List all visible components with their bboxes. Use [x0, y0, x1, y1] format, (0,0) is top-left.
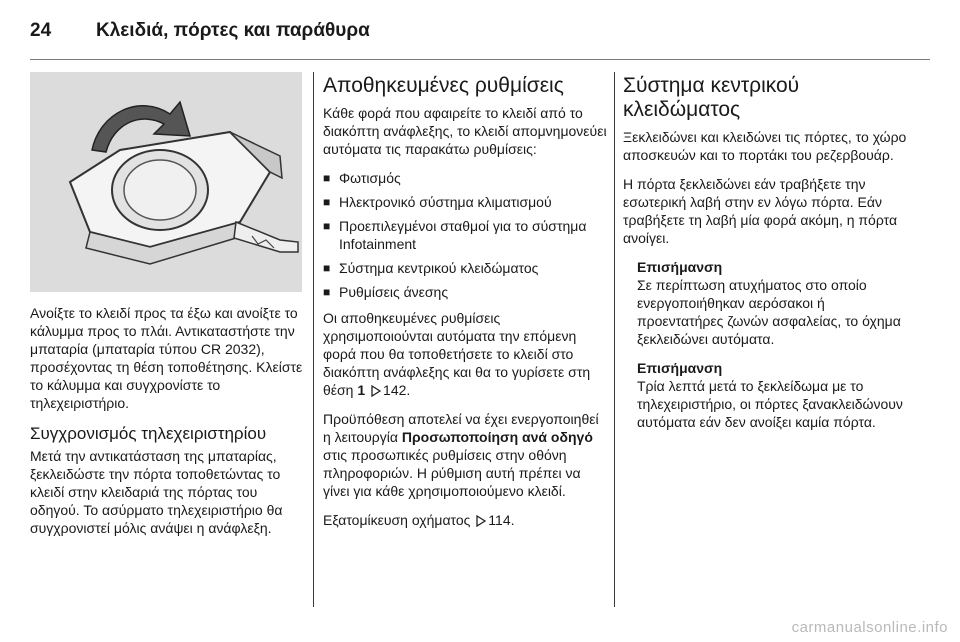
note-title: Επισήμανση: [637, 259, 723, 275]
central-locking-heading: Σύστημα κεντρικού κλειδώματος: [623, 74, 800, 121]
central-locking-p1: Ξεκλειδώνει και κλειδώνει τις πόρτες, το χώρο αποσκευών και το πορτάκι του ρεζερβουάρ.: [623, 129, 907, 163]
column-right: [623, 72, 908, 442]
column-divider-left: [313, 72, 314, 607]
page-reference[interactable]: 142.: [383, 382, 411, 398]
sync-heading: Συγχρονισμός τηλεχειριστηρίου: [30, 424, 267, 443]
prerequisite-text: [323, 410, 608, 500]
central-locking-p2: Η πόρτα ξεκλειδώνει εάν τραβήξετε την εσωτερική λαβή στην εν λόγω πόρτα. Εάν τραβήξετε τη λαβή μία φορά ακόμη, η πόρτα ανοίγει.: [623, 176, 898, 246]
page-header: [30, 20, 370, 50]
ignition-position: 1: [357, 382, 366, 398]
driver-personalization: Προσωποποίηση ανά οδηγό: [401, 429, 593, 445]
usage-text: Οι αποθηκευμένες ρυθμίσεις χρησιμοποιούνται αυτόματα την επόμενη φορά που θα τοποθετήσετε το κλειδί στο διακόπτη ανάφλεξης και θα το γυρίσετε στη θέση: [323, 310, 591, 398]
watermark: carmanualsonline.info: [791, 619, 948, 636]
sync-text: Μετά την αντικατάσταση της μπαταρίας, ξεκλειδώστε την πόρτα τοποθετώντας το κλειδί στην κλειδαριά της πόρτας του οδηγού. Το ασύρματο τηλεχειριστήριο θα συγχρονιστεί μόλις ανάψει η ανάφλεξη.: [30, 448, 283, 536]
list-item: ■ Σύστημα κεντρικού κλειδώματος: [323, 259, 608, 277]
note-text: Σε περίπτωση ατυχήματος στο οποίο ενεργοποιήθηκαν αερόσακοι ή προεντατήρες ζωνών ασφαλείας, το όχημα ξεκλειδώνει αυτόματα.: [637, 277, 901, 347]
stored-settings-intro: Κάθε φορά που αφαιρείτε το κλειδί από το διακόπτη ανάφλεξης, το κλειδί απομνημονεύει αυτόματα τις παρακάτω ρυθμίσεις:: [323, 105, 607, 157]
prerequisite-lead: Προϋπόθεση αποτελεί να έχει ενεργοποιηθεί η λειτουργία: [323, 411, 599, 445]
page-reference[interactable]: 114.: [488, 512, 515, 528]
prerequisite-rest: στις προσωπικές ρυθμίσεις στην οθόνη πληροφοριών. Η ρύθμιση αυτή πρέπει να γίνει για κάθε χρησιμοποιούμενο κλειδί.: [323, 447, 581, 499]
note-text: Τρία λεπτά μετά το ξεκλείδωμα με το τηλεχειριστήριο, οι πόρτες ξανακλειδώνουν αυτόματα εάν δεν ανοίξει καμία πόρτα.: [637, 378, 903, 430]
list-item: ■ Ηλεκτρονικό σύστημα κλιματισμού: [323, 193, 608, 211]
stored-settings-heading: Αποθηκευμένες ρυθμίσεις: [323, 74, 564, 97]
list-item: ■ Ρυθμίσεις άνεσης: [323, 283, 608, 301]
note-title: Επισήμανση: [637, 360, 723, 376]
page-reference-triangle-icon: [369, 381, 383, 399]
personalization-label: Εξατομίκευση οχήματος: [323, 512, 471, 528]
settings-list: [323, 169, 608, 301]
page-number: 24: [30, 20, 52, 41]
battery-instructions: Ανοίξτε το κλειδί προς τα έξω και ανοίξτε το κάλυμμα προς το πλάι. Αντικαταστήστε την μπαταρία (μπαταρία τύπου CR 2032), προσέχοντας τη θέση τοποθέτησης. Κλείστε το κάλυμμα και συγχρονίστε το τηλεχειριστήριο.: [30, 305, 303, 411]
page-reference-triangle-icon: [474, 511, 488, 529]
key-battery-figure: [30, 72, 302, 292]
note-accident: [637, 258, 908, 348]
header-rule: [30, 59, 930, 60]
list-item: ■ Φωτισμός: [323, 169, 608, 187]
note-relock: [637, 359, 908, 431]
stored-settings-usage: [323, 309, 608, 399]
column-divider-right: [614, 72, 615, 607]
vehicle-personalization-ref: [323, 511, 608, 529]
list-item: ■ Προεπιλεγμένοι σταθμοί για το σύστημα Infotainment: [323, 217, 608, 253]
chapter-title: Κλειδιά, πόρτες και παράθυρα: [96, 20, 370, 41]
key-battery-replacement-illustration: [30, 72, 302, 292]
column-left: [30, 72, 304, 548]
column-middle: [323, 72, 608, 540]
